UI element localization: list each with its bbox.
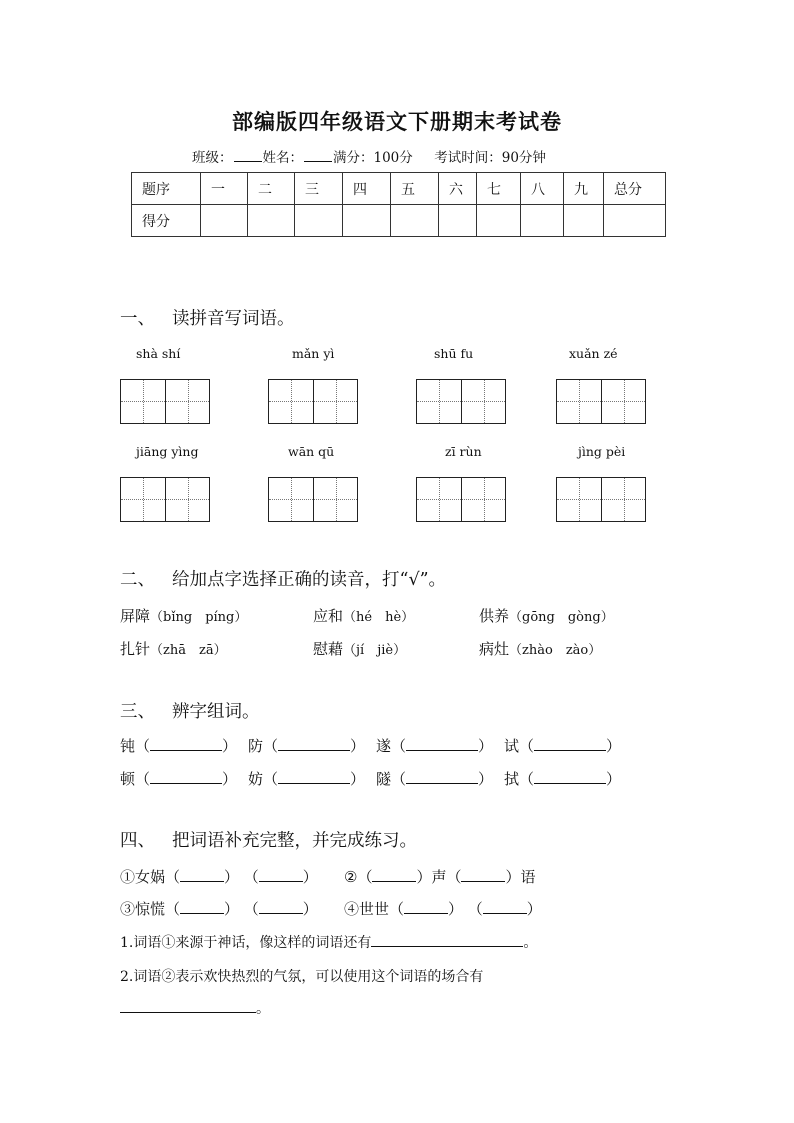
table-cell: 五: [391, 173, 439, 205]
item-options: （hé hè）: [343, 610, 415, 625]
item-options: （zhào zào）: [509, 643, 602, 658]
question-text: 1.词语①来源于神话，像这样的词语还有: [120, 935, 372, 951]
question-2-answer: [120, 998, 270, 1018]
answer-blank[interactable]: [180, 899, 224, 914]
answer-blank[interactable]: [278, 736, 350, 751]
answer-blank[interactable]: [150, 736, 222, 751]
answer-blank[interactable]: [259, 867, 303, 882]
table-cell: 二: [248, 173, 295, 205]
section-title: 把词语补充完整，并完成练习。: [172, 831, 417, 851]
exam-info: [192, 146, 546, 166]
writing-grid[interactable]: [268, 477, 358, 522]
page-title: 部编版四年级语文下册期末考试卷: [232, 109, 562, 134]
section2-heading: [120, 566, 446, 591]
name-blank[interactable]: [304, 149, 332, 162]
table-cell: 得分: [132, 205, 201, 237]
reading-item[interactable]: [120, 638, 227, 659]
idiom-suffix: ）语: [505, 868, 536, 886]
section-title: 给加点字选择正确的读音，打“√”。: [172, 570, 447, 590]
score-cell[interactable]: [477, 205, 521, 237]
idiom-prefix: ②（: [344, 868, 373, 886]
section-number: 二、: [120, 570, 155, 590]
table-cell: 九: [564, 173, 604, 205]
answer-blank[interactable]: [534, 769, 606, 784]
item-char: 顿: [120, 770, 136, 788]
section-number: 四、: [120, 831, 155, 851]
idiom-item[interactable]: ④世世（ ） （ ）: [344, 900, 542, 918]
question-2: [120, 966, 483, 986]
section-title: 辨字组词。: [172, 702, 260, 722]
item-options: （jí jiè）: [343, 643, 407, 658]
item-char: 拭: [504, 770, 520, 788]
score-cell[interactable]: [248, 205, 295, 237]
score-cell[interactable]: [521, 205, 564, 237]
reading-item[interactable]: [120, 605, 247, 626]
item-char: 试: [504, 737, 520, 755]
table-cell: 总分: [604, 173, 666, 205]
answer-blank[interactable]: [461, 867, 505, 882]
table-cell: 四: [343, 173, 391, 205]
word-group-item[interactable]: 钝（ ）: [120, 737, 238, 755]
writing-grid[interactable]: [120, 477, 210, 522]
writing-grid[interactable]: [120, 379, 210, 424]
table-cell: 一: [201, 173, 248, 205]
reading-item[interactable]: [479, 605, 614, 626]
answer-blank[interactable]: [180, 867, 224, 882]
answer-blank[interactable]: [404, 899, 448, 914]
table-header-row: [132, 173, 666, 205]
pinyin-label: zī rùn: [445, 444, 482, 459]
item-char: 隧: [376, 770, 392, 788]
section1-heading: [120, 305, 295, 330]
pinyin-label: shū fu: [434, 346, 474, 361]
word-group-item[interactable]: 拭（ ）: [504, 770, 622, 788]
score-cell[interactable]: [295, 205, 343, 237]
pinyin-label: mǎn yì: [292, 346, 335, 361]
idiom-prefix: ①女娲（: [120, 868, 181, 886]
answer-blank[interactable]: [259, 899, 303, 914]
exam-time: 考试时间：90分钟: [434, 150, 546, 166]
table-cell: 七: [477, 173, 521, 205]
answer-blank[interactable]: [278, 769, 350, 784]
word-group-item[interactable]: 防（ ）: [248, 737, 366, 755]
score-cell[interactable]: [391, 205, 439, 237]
class-blank[interactable]: [234, 149, 262, 162]
full-score: 满分：100分: [333, 150, 413, 166]
item-char: 遂: [376, 737, 392, 755]
reading-item[interactable]: [313, 605, 414, 626]
answer-blank[interactable]: [150, 769, 222, 784]
table-cell: 题序: [132, 173, 201, 205]
word-group-item[interactable]: 顿（ ）: [120, 770, 238, 788]
item-char: 钝: [120, 737, 136, 755]
score-table: [131, 172, 666, 237]
score-cell[interactable]: [564, 205, 604, 237]
item-char: 防: [248, 737, 264, 755]
idiom-item[interactable]: ③惊慌（ ） （ ）: [120, 900, 318, 918]
table-cell: 六: [439, 173, 477, 205]
idiom-prefix: ③惊慌（: [120, 900, 181, 918]
item-word: 慰藉: [313, 640, 344, 658]
table-cell: 三: [295, 173, 343, 205]
class-label: 班级：: [192, 150, 233, 166]
section-title: 读拼音写词语。: [172, 309, 295, 329]
table-score-row: [132, 205, 666, 237]
answer-blank[interactable]: [406, 769, 478, 784]
section4-heading: [120, 827, 417, 852]
answer-blank[interactable]: [483, 899, 527, 914]
table-cell: 八: [521, 173, 564, 205]
question-text: 2.词语②表示欢快热烈的气氛，可以使用这个词语的场合有: [120, 969, 484, 985]
pinyin-label: jiāng yìng: [136, 444, 199, 459]
item-word: 扎针: [120, 640, 151, 658]
question-1: [120, 932, 537, 952]
name-label: 姓名：: [262, 150, 303, 166]
pinyin-label: shà shí: [136, 346, 181, 361]
word-group-item[interactable]: 遂（ ）: [376, 737, 494, 755]
section-number: 一、: [120, 309, 155, 329]
writing-grid[interactable]: [556, 379, 646, 424]
writing-grid[interactable]: [268, 379, 358, 424]
score-cell[interactable]: [604, 205, 666, 237]
answer-blank[interactable]: [371, 932, 523, 947]
pinyin-label: xuǎn zé: [569, 346, 618, 361]
word-group-item[interactable]: 试（ ）: [504, 737, 622, 755]
idiom-prefix: ④世世（: [344, 900, 405, 918]
idiom-mid: ）声（: [416, 868, 462, 886]
item-word: 供养: [479, 607, 510, 625]
section-number: 三、: [120, 702, 155, 722]
idiom-item[interactable]: ①女娲（ ） （ ）: [120, 868, 318, 886]
item-options: （bǐng píng）: [150, 610, 248, 625]
question-period: 。: [256, 1001, 270, 1017]
item-char: 妨: [248, 770, 264, 788]
reading-item[interactable]: [479, 638, 601, 659]
item-options: （gōng gòng）: [509, 610, 614, 625]
answer-blank[interactable]: [372, 867, 416, 882]
answer-blank[interactable]: [534, 736, 606, 751]
question-period: 。: [523, 935, 538, 951]
section3-heading: [120, 698, 260, 723]
word-group-item[interactable]: 隧（ ）: [376, 770, 494, 788]
score-cell[interactable]: [201, 205, 248, 237]
writing-grid[interactable]: [416, 379, 506, 424]
idiom-item[interactable]: [344, 866, 535, 887]
score-cell[interactable]: [343, 205, 391, 237]
item-word: 病灶: [479, 640, 510, 658]
pinyin-label: jìng pèi: [578, 444, 626, 459]
reading-item[interactable]: [313, 638, 406, 659]
answer-blank[interactable]: [120, 998, 256, 1013]
word-group-item[interactable]: 妨（ ）: [248, 770, 366, 788]
pinyin-label: wān qū: [288, 444, 335, 459]
writing-grid[interactable]: [556, 477, 646, 522]
score-cell[interactable]: [439, 205, 477, 237]
item-options: （zhā zā）: [150, 643, 227, 658]
item-word: 应和: [313, 607, 344, 625]
item-word: 屏障: [120, 607, 151, 625]
answer-blank[interactable]: [406, 736, 478, 751]
writing-grid[interactable]: [416, 477, 506, 522]
